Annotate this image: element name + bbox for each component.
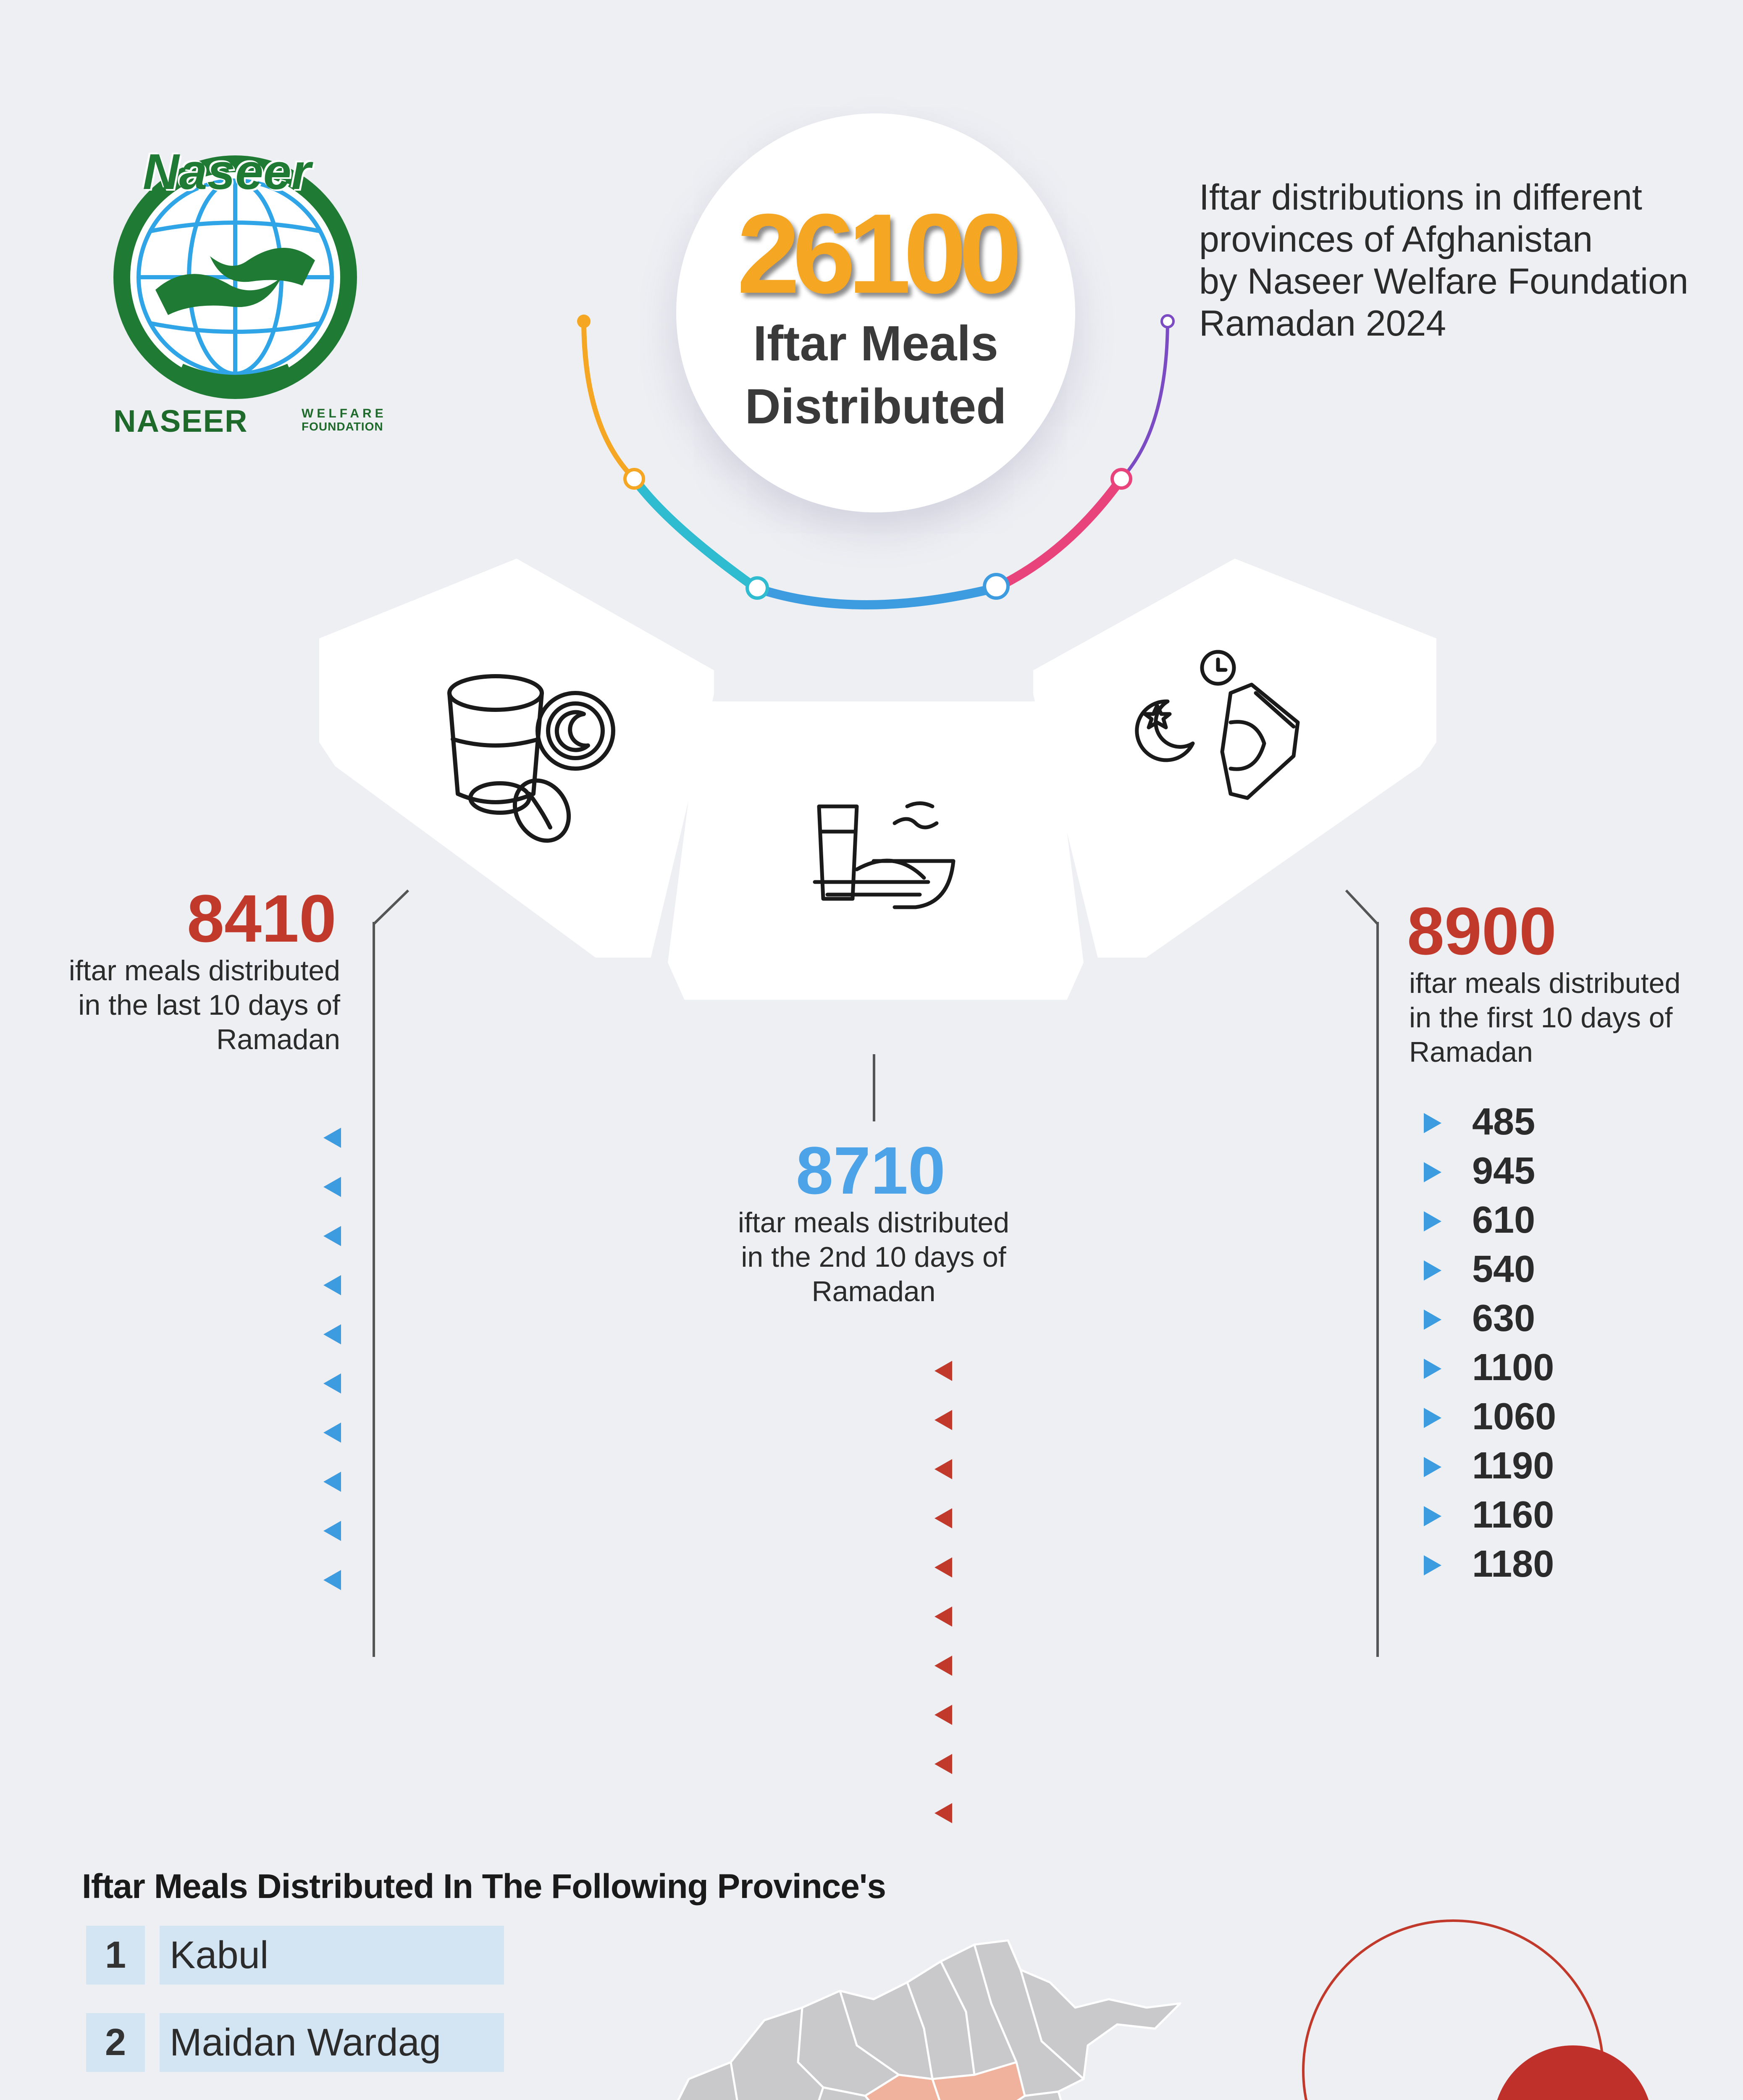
divider-left [373, 922, 375, 1657]
pointer-left-icon [323, 1570, 341, 1590]
desc-line: Ramadan [216, 1024, 340, 1055]
first-10-total: 8900 [1407, 893, 1557, 969]
logo-welfare: WELFARE [302, 407, 387, 420]
logo-script-word: Naseer [143, 144, 311, 200]
value-row: 1190 [1472, 1445, 1554, 1487]
pointer-left-icon [323, 1226, 341, 1246]
pointer-left-icon [934, 1361, 952, 1381]
meal-tray-icon [811, 798, 962, 916]
pointer-left-icon [323, 1177, 341, 1197]
logo-name: NASEER [113, 404, 248, 438]
pointer-left-icon [934, 1557, 952, 1578]
pointer-left-icon [934, 1410, 952, 1430]
last-10-description [17, 953, 340, 1057]
province-number: 1 [86, 1926, 145, 1984]
last-10-total: 8410 [187, 881, 336, 956]
foundation-logo [105, 143, 387, 445]
divider-right [1376, 922, 1379, 1657]
pointer-left-icon [323, 1275, 341, 1295]
value-row: 1100 [1472, 1347, 1554, 1389]
desc-line: iftar meals distributed [738, 1207, 1010, 1239]
total-meals-label-2: Distributed [745, 379, 1007, 434]
pointer-left-icon [323, 1324, 341, 1344]
pointer-right-icon [1424, 1457, 1441, 1477]
desc-line: iftar meals distributed [1409, 967, 1681, 999]
afghanistan-map [605, 1936, 1184, 2100]
header-line: Iftar distributions in different [1199, 177, 1642, 218]
pointer-right-icon [1424, 1359, 1441, 1379]
pointer-left-icon [934, 1459, 952, 1479]
dates-and-milk-icon [433, 668, 626, 844]
pointer-right-icon [1424, 1260, 1441, 1281]
value-row: 945 [1472, 1150, 1536, 1192]
pointer-left-icon [934, 1606, 952, 1627]
pointer-right-icon [1424, 1408, 1441, 1428]
desc-line: in the first 10 days of [1409, 1002, 1673, 1034]
pointer-right-icon [1424, 1506, 1441, 1526]
header-line: provinces of Afghanistan [1199, 219, 1593, 260]
total-meals-circle [676, 113, 1075, 512]
pointer-left-icon [934, 1656, 952, 1676]
provinces-title: Iftar Meals Distributed In The Following Province's [82, 1867, 886, 1906]
desc-line: in the 2nd 10 days of [741, 1241, 1006, 1273]
divider-middle [873, 1054, 875, 1121]
pointer-left-icon [934, 1754, 952, 1774]
value-row: 1060 [1472, 1396, 1557, 1438]
ramadan-clock-icon [1130, 647, 1315, 815]
desc-line: Ramadan [811, 1276, 936, 1307]
second-10-description [685, 1205, 1063, 1309]
divider-right-cap [1344, 888, 1382, 926]
pointer-left-icon [323, 1521, 341, 1541]
second-10-total: 8710 [796, 1133, 945, 1208]
logo-foundation: FOUNDATION [302, 420, 383, 433]
header-line: by Naseer Welfare Foundation [1199, 261, 1688, 302]
header-line: Ramadan 2024 [1199, 303, 1446, 344]
pointer-right-icon [1424, 1113, 1441, 1133]
pointer-left-icon [934, 1803, 952, 1823]
desc-line: iftar meals distributed [68, 955, 340, 987]
value-row: 1160 [1472, 1494, 1554, 1536]
pointer-left-icon [323, 1472, 341, 1492]
divider-left-cap [373, 888, 415, 926]
province-name: Maidan Wardag [160, 2013, 504, 2072]
value-row: 1180 [1472, 1543, 1554, 1585]
pointer-right-icon [1424, 1555, 1441, 1575]
total-meals-number: 26100 [737, 191, 1015, 317]
value-row: 630 [1472, 1297, 1536, 1339]
first-10-description [1409, 966, 1741, 1069]
pointer-right-icon [1424, 1162, 1441, 1182]
pointer-left-icon [323, 1373, 341, 1394]
value-row: 610 [1472, 1199, 1536, 1241]
pointer-left-icon [934, 1705, 952, 1725]
desc-line: in the last 10 days of [78, 989, 340, 1021]
value-row: 485 [1472, 1101, 1536, 1143]
pointer-left-icon [934, 1508, 952, 1528]
province-number: 2 [86, 2013, 145, 2072]
pointer-right-icon [1424, 1211, 1441, 1231]
total-meals-label-1: Iftar Meals [753, 316, 998, 371]
value-row: 540 [1472, 1248, 1536, 1290]
pointer-left-icon [323, 1128, 341, 1148]
pointer-left-icon [323, 1423, 341, 1443]
header-description [1199, 176, 1720, 344]
pointer-right-icon [1424, 1310, 1441, 1330]
desc-line: Ramadan [1409, 1036, 1533, 1068]
province-name: Kabul [160, 1926, 504, 1984]
second-10-days-panel [668, 701, 1084, 1012]
